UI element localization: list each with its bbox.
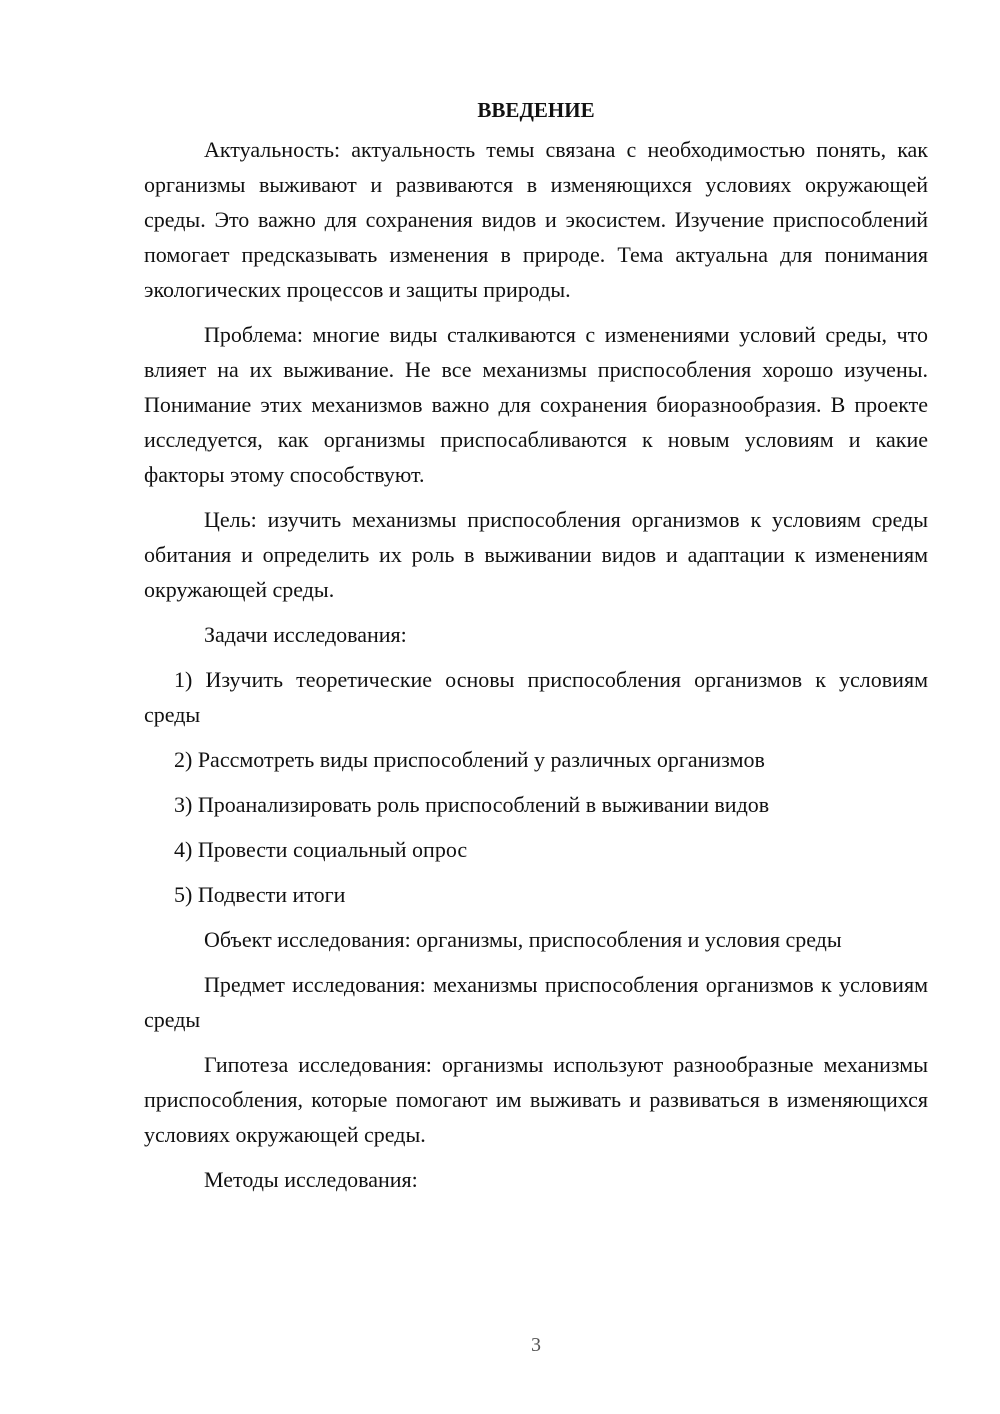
subject-paragraph: Предмет исследования: механизмы приспособления организмов к условиям среды	[144, 972, 928, 1032]
list-item: 2) Рассмотреть виды приспособлений у различных организмов	[174, 747, 765, 772]
methods-heading: Методы исследования:	[204, 1167, 418, 1192]
tasks-heading: Задачи исследования:	[204, 622, 407, 647]
list-item: 3) Проанализировать роль приспособлений в выживании видов	[174, 792, 770, 817]
list-item: 5) Подвести итоги	[174, 882, 346, 907]
list-item: 4) Провести социальный опрос	[174, 837, 468, 862]
tasks-list	[144, 662, 928, 912]
hypothesis-paragraph: Гипотеза исследования: организмы используют разнообразные механизмы приспособления, которые помогают им выживать и развиваться в изменяющихся условиях окружающей среды.	[144, 1052, 928, 1147]
object-paragraph: Объект исследования: организмы, приспособления и условия среды	[204, 927, 842, 952]
problem-paragraph: Проблема: многие виды сталкиваются с изменениями условий среды, что влияет на их выживание. Не все механизмы приспособления хорошо изучены. Понимание этих механизмов важно для сохранения биоразнообразия. В проекте исследуется, как организмы приспосабливаются к новым условиям и какие факторы этому способствуют.	[144, 322, 928, 487]
page-number: 3	[531, 1334, 541, 1356]
section-heading: ВВЕДЕНИЕ	[477, 98, 595, 122]
relevance-paragraph: Актуальность: актуальность темы связана с необходимостью понять, как организмы выживают и развиваются в изменяющихся условиях окружающей среды. Это важно для сохранения видов и экосистем. Изучение приспособлений помогает предсказывать изменения в природе. Тема актуальна для понимания экологических процессов и защиты природы.	[144, 137, 928, 302]
list-item: 1) Изучить теоретические основы приспособления организмов к условиям среды	[144, 667, 928, 727]
goal-paragraph: Цель: изучить механизмы приспособления организмов к условиям среды обитания и определить их роль в выживании видов и адаптации к изменениям окружающей среды.	[144, 507, 928, 602]
document-page	[144, 92, 928, 1207]
